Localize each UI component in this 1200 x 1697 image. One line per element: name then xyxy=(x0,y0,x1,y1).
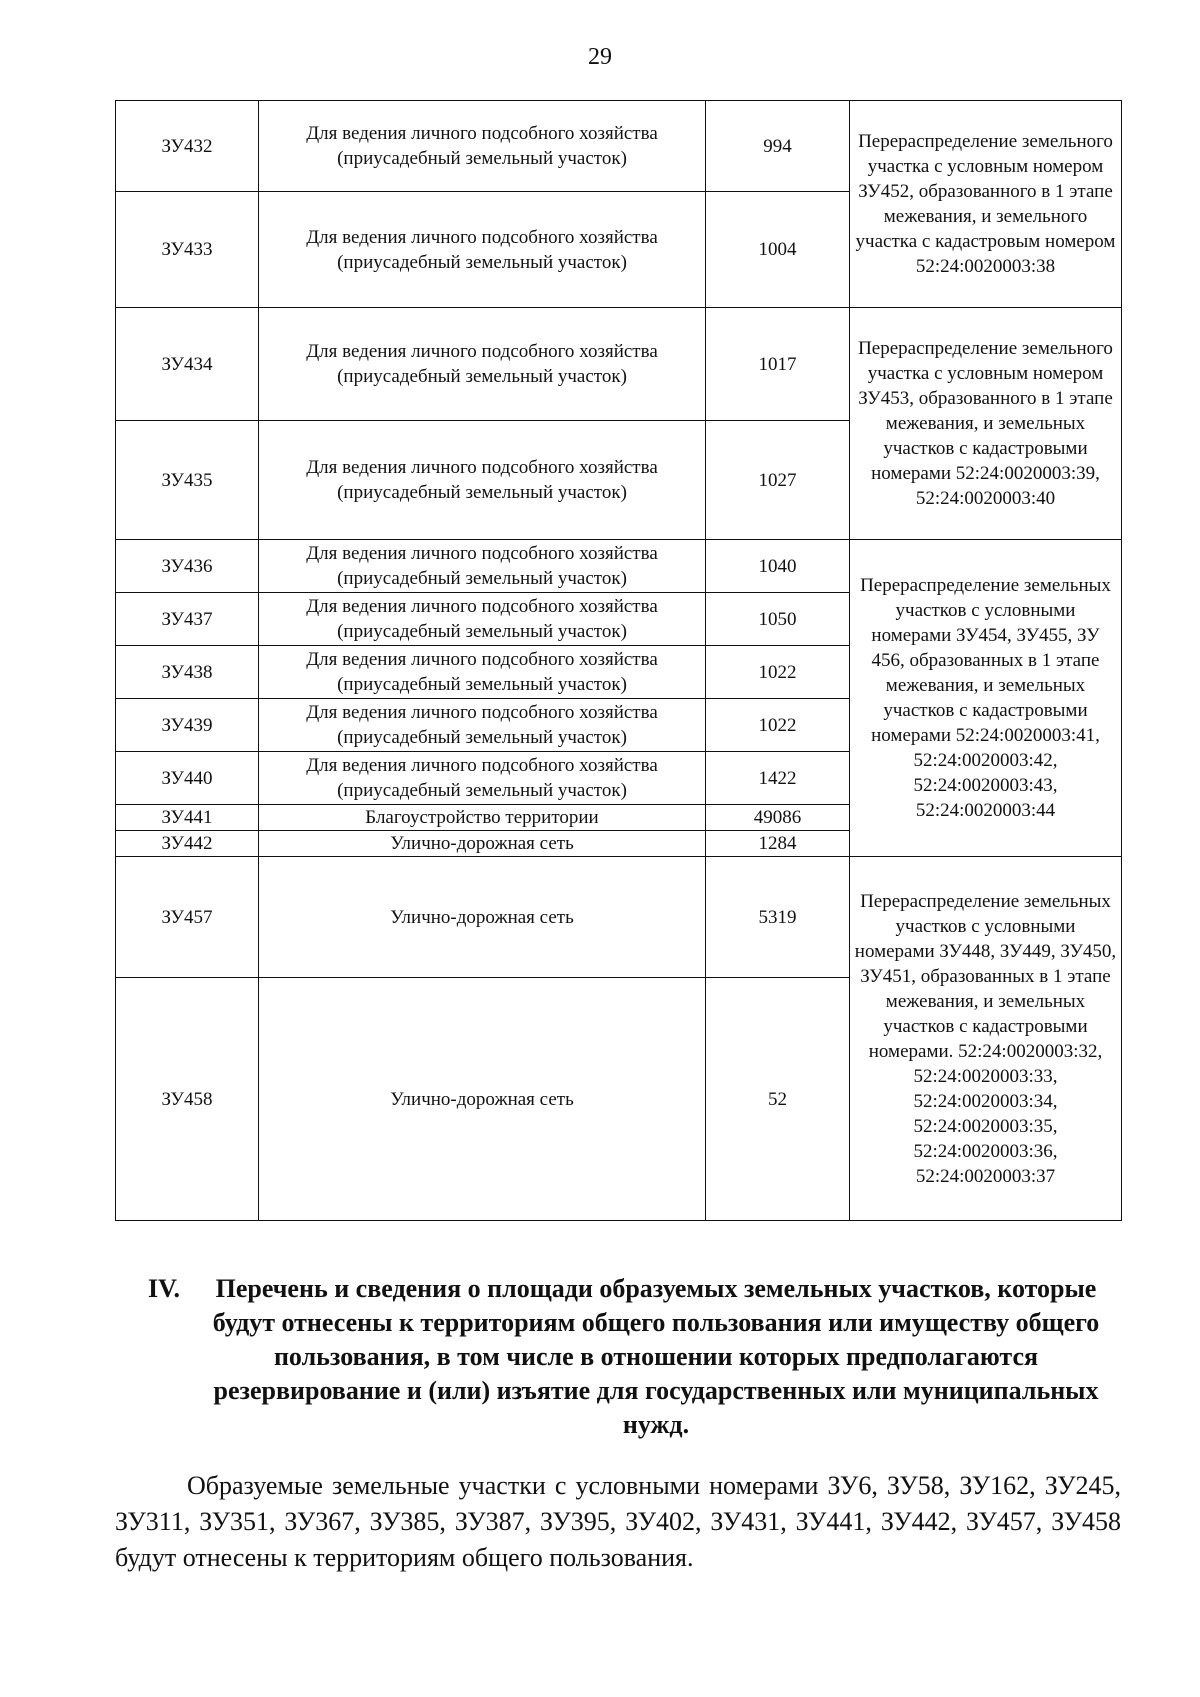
parcel-area-cell: 1422 xyxy=(706,752,850,805)
parcel-id-cell: ЗУ457 xyxy=(116,857,259,978)
parcel-id-cell: ЗУ433 xyxy=(116,192,259,308)
parcel-id-cell: ЗУ432 xyxy=(116,101,259,192)
redistribution-note-cell: Перераспределение земельных участков с условными номерами ЗУ448, ЗУ449, ЗУ450, ЗУ451, образованных в 1 этапе межевания, и земельных участков с кадастровыми номерами. 52:24:0020003:32, 52:24:0020003:33, 52:24:0020003:34, 52:24:0020003:35, 52:24:0020003:36, 52:24:0020003:37 xyxy=(850,857,1122,1221)
parcel-area-cell: 994 xyxy=(706,101,850,192)
parcel-area-cell: 1022 xyxy=(706,699,850,752)
parcel-area-cell: 49086 xyxy=(706,805,850,831)
parcel-use-cell: Для ведения личного подсобного хозяйства (приусадебный земельный участок) xyxy=(259,101,706,192)
parcel-id-cell: ЗУ436 xyxy=(116,540,259,593)
parcel-id-cell: ЗУ458 xyxy=(116,978,259,1221)
table-row xyxy=(116,101,1122,192)
parcel-use-cell: Для ведения личного подсобного хозяйства (приусадебный земельный участок) xyxy=(259,646,706,699)
parcel-area-cell: 1017 xyxy=(706,308,850,421)
parcel-use-cell: Для ведения личного подсобного хозяйства (приусадебный земельный участок) xyxy=(259,752,706,805)
section-heading xyxy=(148,1272,1108,1442)
table-row xyxy=(116,308,1122,421)
parcel-use-cell: Улично-дорожная сеть xyxy=(259,831,706,857)
table-row xyxy=(116,857,1122,978)
redistribution-note-cell: Перераспределение земельного участка с условным номером ЗУ452, образованного в 1 этапе межевания, и земельного участка с кадастровым номером 52:24:0020003:38 xyxy=(850,101,1122,308)
section-number: IV. xyxy=(148,1274,181,1303)
parcel-area-cell: 1040 xyxy=(706,540,850,593)
redistribution-note-cell: Перераспределение земельных участков с условными номерами ЗУ454, ЗУ455, ЗУ 456, образованных в 1 этапе межевания, и земельных участков с кадастровыми номерами 52:24:0020003:41, 52:24:0020003:42, 52:24:0020003:43, 52:24:0020003:44 xyxy=(850,540,1122,857)
section-title: Перечень и сведения о площади образуемых земельных участков, которые будут отнесены к территориям общего пользования или имуществу общего пользования, в том числе в отношении которых предполагаются резервирование и (или) изъятие для государственных или муниципальных нужд. xyxy=(212,1274,1100,1439)
parcel-id-cell: ЗУ442 xyxy=(116,831,259,857)
parcel-area-cell: 52 xyxy=(706,978,850,1221)
parcels-table-body xyxy=(116,101,1122,1221)
body-paragraph: Образуемые земельные участки с условными номерами ЗУ6, ЗУ58, ЗУ162, ЗУ245, ЗУ311, ЗУ351, ЗУ367, ЗУ385, ЗУ387, ЗУ395, ЗУ402, ЗУ431, ЗУ441, ЗУ442, ЗУ457, ЗУ458 будут отнесены к территориям общего пользования. xyxy=(115,1471,1121,1572)
parcels-table xyxy=(115,100,1122,1221)
parcel-use-cell: Для ведения личного подсобного хозяйства (приусадебный земельный участок) xyxy=(259,421,706,540)
parcel-area-cell: 1022 xyxy=(706,646,850,699)
parcel-area-cell: 5319 xyxy=(706,857,850,978)
parcel-id-cell: ЗУ435 xyxy=(116,421,259,540)
redistribution-note-cell: Перераспределение земельного участка с условным номером ЗУ453, образованного в 1 этапе межевания, и земельных участков с кадастровыми номерами 52:24:0020003:39, 52:24:0020003:40 xyxy=(850,308,1122,540)
parcel-use-cell: Для ведения личного подсобного хозяйства (приусадебный земельный участок) xyxy=(259,699,706,752)
page-number: 29 xyxy=(588,44,612,70)
parcel-area-cell: 1004 xyxy=(706,192,850,308)
parcel-area-cell: 1050 xyxy=(706,593,850,646)
parcel-id-cell: ЗУ439 xyxy=(116,699,259,752)
parcel-id-cell: ЗУ438 xyxy=(116,646,259,699)
parcel-use-cell: Улично-дорожная сеть xyxy=(259,978,706,1221)
parcel-area-cell: 1027 xyxy=(706,421,850,540)
parcel-id-cell: ЗУ440 xyxy=(116,752,259,805)
table-row xyxy=(116,540,1122,593)
parcel-use-cell: Для ведения личного подсобного хозяйства (приусадебный земельный участок) xyxy=(259,308,706,421)
parcel-id-cell: ЗУ441 xyxy=(116,805,259,831)
parcel-area-cell: 1284 xyxy=(706,831,850,857)
parcel-use-cell: Для ведения личного подсобного хозяйства (приусадебный земельный участок) xyxy=(259,192,706,308)
parcel-use-cell: Улично-дорожная сеть xyxy=(259,857,706,978)
parcel-id-cell: ЗУ437 xyxy=(116,593,259,646)
parcel-id-cell: ЗУ434 xyxy=(116,308,259,421)
parcel-use-cell: Благоустройство территории xyxy=(259,805,706,831)
parcel-use-cell: Для ведения личного подсобного хозяйства (приусадебный земельный участок) xyxy=(259,540,706,593)
parcel-use-cell: Для ведения личного подсобного хозяйства (приусадебный земельный участок) xyxy=(259,593,706,646)
